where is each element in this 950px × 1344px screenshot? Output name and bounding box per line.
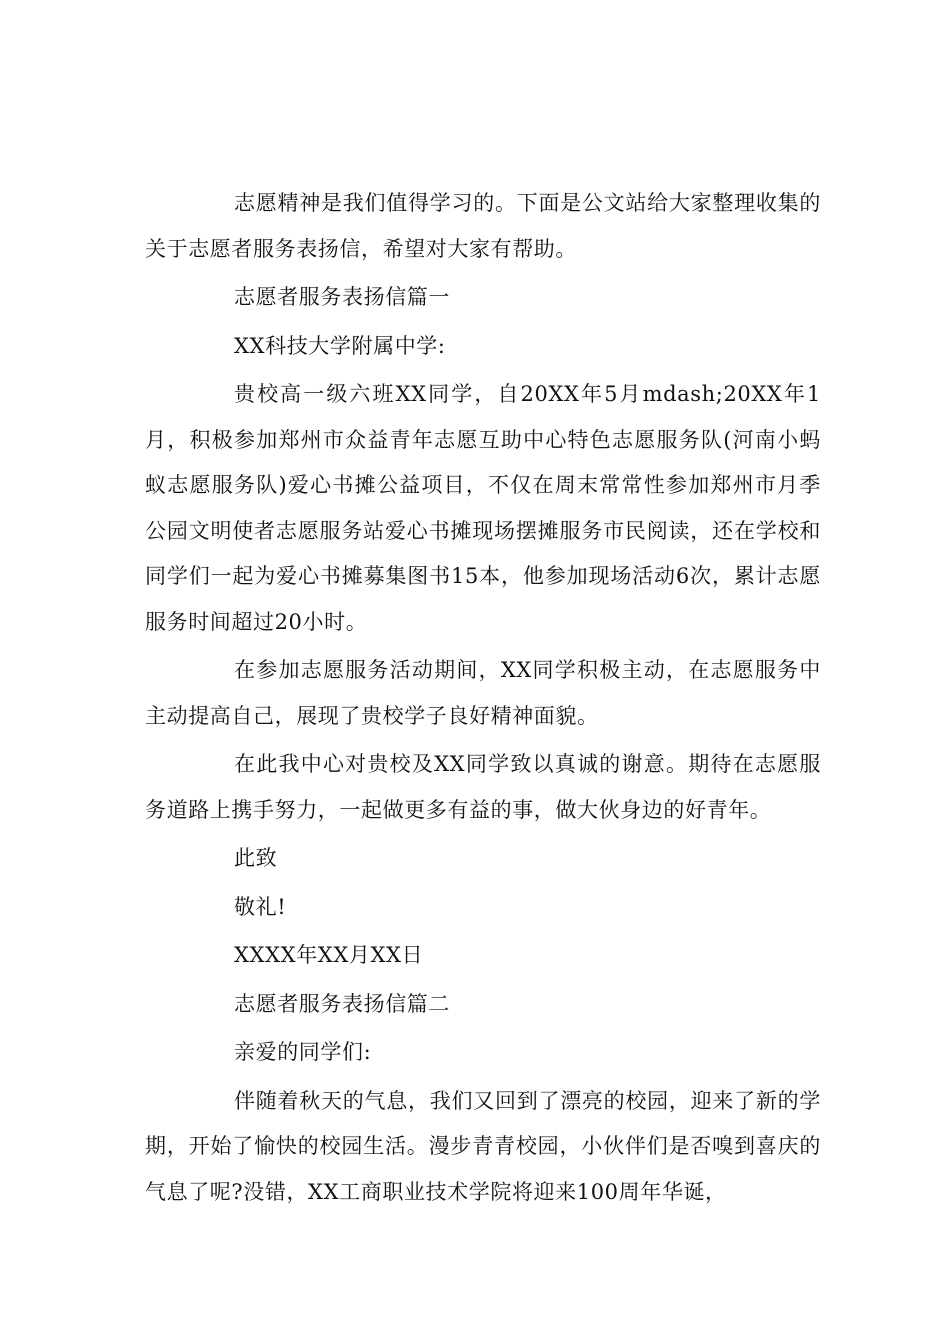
letter-title-2: 志愿者服务表扬信篇二 bbox=[234, 991, 450, 1016]
letter-1-body-paragraph: 在此我中心对贵校及XX同学致以真诚的谢意。期待在志愿服务道路上携手努力，一起做更多有益的事，做大伙身边的好青年。 bbox=[145, 752, 821, 822]
document-body bbox=[145, 181, 821, 1218]
salutation-1: XX科技大学附属中学: bbox=[234, 333, 446, 358]
letter-2-body-paragraph: 伴随着秋天的气息，我们又回到了漂亮的校园，迎来了新的学期，开始了愉快的校园生活。漫步青青校园，小伙伴们是否嗅到喜庆的气息了呢?没错，XX工商职业技术学院将迎来100周年华诞， bbox=[145, 1088, 821, 1204]
letter-title-1: 志愿者服务表扬信篇一 bbox=[234, 285, 450, 309]
date-1: XXXX年XX月XX日 bbox=[234, 943, 424, 967]
closing-1: 此致 bbox=[234, 846, 278, 870]
intro-paragraph: 志愿精神是我们值得学习的。下面是公文站给大家整理收集的关于志愿者服务表扬信，希望对大家有帮助。 bbox=[145, 191, 821, 261]
letter-1-body-paragraph: 在参加志愿服务活动期间，XX同学积极主动，在志愿服务中主动提高自己，展现了贵校学子良好精神面貌。 bbox=[145, 658, 821, 728]
regards-1: 敬礼! bbox=[234, 894, 287, 919]
letter-1-body-paragraph: 贵校高一级六班XX同学，自20XX年5月mdash;20XX年1月，积极参加郑州市众益青年志愿互助中心特色志愿服务队(河南小蚂蚁志愿服务队)爱心书摊公益项目，不仅在周末常常性参加郑州市月季公园文明使者志愿服务站爱心书摊现场摆摊服务市民阅读，还在学校和同学们一起为爱心书摊募集图书15本，他参加现场活动6次，累计志愿服务时间超过20小时。 bbox=[145, 382, 821, 634]
salutation-2: 亲爱的同学们: bbox=[234, 1040, 372, 1064]
